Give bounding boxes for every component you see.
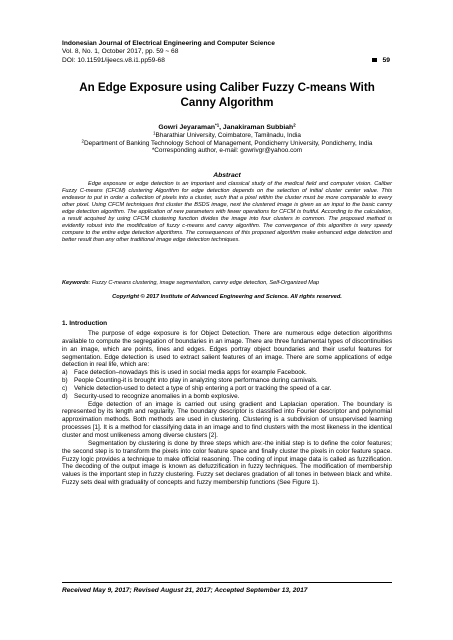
- doi: DOI: 10.11591/ijeecs.v8.i1.pp59-68: [62, 56, 165, 64]
- intro-paragraph-2: Edge detection of an image is carried out using gradient and Laplacian operation. The boundary is represented by its length and regularity. The boundary descriptor is classified into Fourier descriptor and polynomial approximation methods. Both methods are used in clustering. Clustering is a subdivision of unsupervised learning processes [1]. It is a method for classifying data in an image and to find clusters with the most likeness in the identical cluster and most unlikeness among diverse clusters [2].: [62, 400, 392, 439]
- received-dates: Received May 9, 2017; Revised August 21, 2017; Accepted September 13, 2017: [62, 587, 308, 594]
- list-item-label: c): [62, 384, 68, 392]
- journal-name: Indonesian Journal of Electrical Engineering and Computer Science: [62, 40, 275, 47]
- affiliation-1-mark: 1: [153, 130, 156, 136]
- affiliation-1-text: Bharathiar University, Coimbatore, Tamilnadu, India: [155, 131, 301, 139]
- list-item-text: Security-used to recognize anomalies in a bomb explosive.: [74, 392, 240, 400]
- corresponding-author: *Corresponding author, e-mail: gowrivgr@yahoo.com: [151, 147, 303, 155]
- list-item-text: Face detection–nowadays this is used in social media apps for example Facebook.: [74, 369, 307, 377]
- list-item-label: b): [62, 377, 68, 385]
- author-block: [62, 124, 392, 155]
- author-names: [62, 124, 392, 132]
- abstract-heading: Abstract: [213, 172, 241, 179]
- section-heading: 1. Introduction: [62, 320, 108, 327]
- keywords: [62, 280, 392, 286]
- list-item: [62, 393, 392, 401]
- author-1: Gowri Jeyaraman: [158, 124, 215, 131]
- journal-header: [62, 40, 392, 65]
- list-item-label: d): [62, 392, 68, 400]
- affiliation-1: [62, 132, 392, 140]
- intro-paragraph-1: The purpose of edge exposure is for Object Detection. There are numerous edge detection algorithms available to compute the segregation of boundaries in an image. There are three fundamental types of discontinuities in an image, which are points, lines and edges. Edges portray object boundaries and their useful features for segmentation. Edge detection is used to extract salient features of an image. There are some applications of edge detection in real life, which are:: [62, 330, 392, 369]
- list-item-text: Vehicle detection-used to detect a type of ship entering a port or tracking the speed of a car.: [74, 384, 332, 392]
- square-bullet-icon: [372, 58, 377, 63]
- list-item: [62, 385, 392, 393]
- keywords-label: Keywords: [62, 280, 89, 286]
- title-line-2: Canny Algorithm: [180, 95, 274, 109]
- affiliation-2: [62, 140, 392, 148]
- list-item-text: People Counting-it is brought into play in analyzing store performance during carnivals.: [74, 377, 318, 385]
- affiliation-2-text: Department of Banking Technology School of Management, Pondicherry University, Pondicherry, India: [84, 139, 373, 147]
- paper-title: [62, 81, 392, 110]
- copyright-notice: Copyright © 2017 Institute of Advanced Engineering and Science. All rights reserved.: [112, 294, 342, 300]
- introduction-body: [62, 330, 392, 487]
- author-1-marks: *1: [215, 122, 220, 128]
- page-number: [372, 57, 390, 64]
- abstract-text: Edge exposure or edge detection is an important and classical study of the medical field and computer vision. Caliber Fuzzy C-means (CFCM) clustering Algorithm for edge detection depends on the selection of initial cluster center value. This endeavor to put in order a collection of pixels into a cluster, such that a pixel within the cluster must be more comparable to every other pixel. Using CFCM techniques first cluster the BSDS image, next the clustered image is given as an input to the basic canny edge detection algorithm. The application of new parameters with fewer operations for CFCM is fruitful. According to the calculation, a result acquired by using CFCM clustering function divides the image into four clusters in common. The proposed method is evidently robust into the modification of fuzzy c-means and canny algorithm. The convergence of this algorithm is very speedy compare to the entire edge detection algorithms. The consequences of this proposed algorithm make enhanced edge detection and better result than any other traditional image edge detection techniques.: [62, 181, 392, 244]
- intro-paragraph-3: Segmentation by clustering is done by three steps which are:-the initial step is to define the color features; the second step is to transform the pixels into color feature space and finally cluster the pixels in color feature space. Fuzzy logic provides a technique to make official reasoning. The coding of input image data is called as fuzzification. The decoding of the output image is known as defuzzification in fuzzy techniques. The modification of membership values is the important step in fuzzy clustering. Fuzzy set declares gradation of all tones in between black and white. Fuzzy sets deal with graduality of concepts and fuzzy membership functions (See Figure 1).: [62, 439, 392, 487]
- affiliation-2-mark: 2: [81, 138, 84, 144]
- keywords-text: : Fuzzy C-means clustering, image segmentation, canny edge detection, Self-Organized Map: [88, 280, 320, 286]
- list-item: [62, 377, 392, 385]
- page-number-value: 59: [382, 57, 391, 64]
- list-item-label: a): [62, 369, 68, 377]
- list-item: [62, 369, 392, 377]
- author-2-marks: 2: [293, 122, 296, 128]
- author-2: , Janakiraman Subbiah: [219, 124, 294, 131]
- footer-rule: [62, 582, 392, 583]
- volume-line: Vol. 8, No. 1, October 2017, pp. 59 ~ 68: [62, 48, 179, 56]
- title-line-1: An Edge Exposure using Caliber Fuzzy C-means With: [79, 81, 375, 94]
- applications-list: [62, 369, 392, 400]
